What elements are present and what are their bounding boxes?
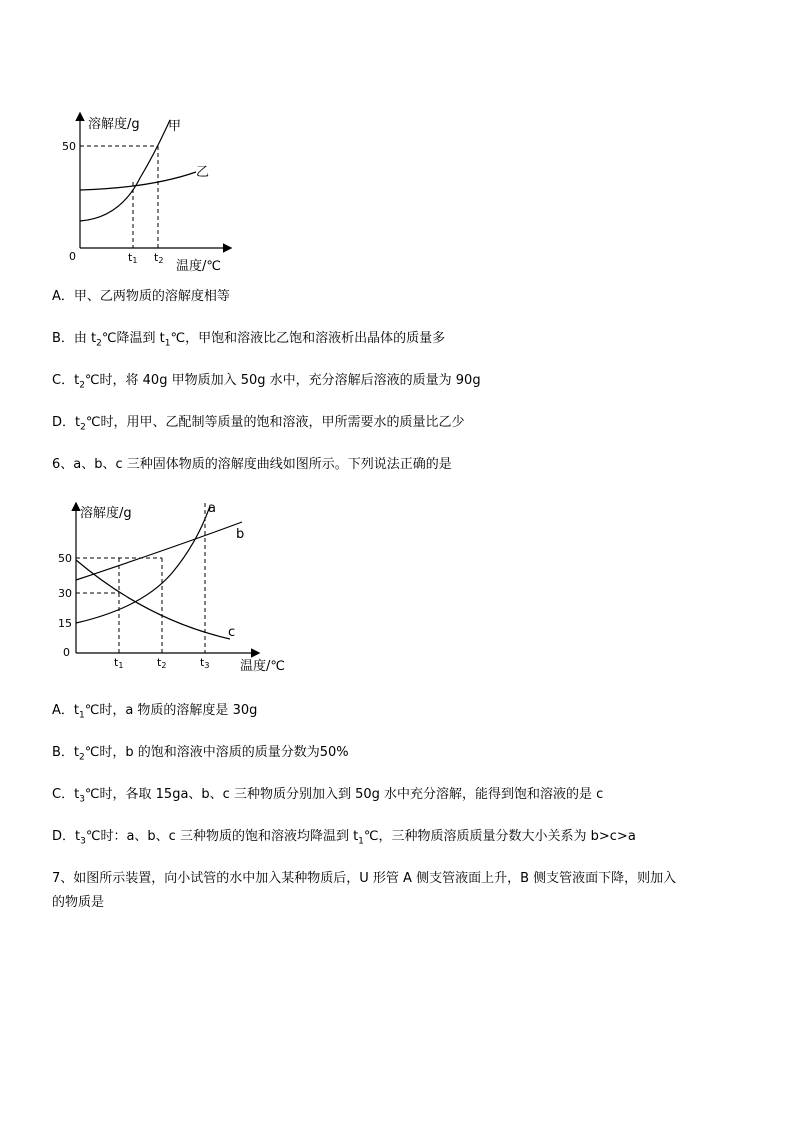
q6-option-b: B．$t_2℃$时，b 的饱和溶液中溶质的质量分数为50% (52, 745, 349, 763)
curve-jia-label: 甲 (168, 119, 182, 134)
curve-a-label: a (208, 501, 216, 516)
q7-stem-line1: 7、如图所示装置，向小试管的水中加入某种物质后，U 形管 A 侧支管液面上升，B 侧支管液面下降，则加入 (52, 871, 677, 886)
y-axis-label: 溶解度/g (88, 117, 140, 132)
t2-label: t2 (154, 251, 164, 265)
x-axis-label: 温度/℃ (240, 659, 285, 674)
t3-label: t3 (200, 656, 210, 670)
q6-option-d: D．$t_3℃$时：a、b、c 三种物质的饱和溶液均降温到 $t_1℃$，三种物质溶质质量分数大小关系为 b>c>a (52, 829, 636, 847)
solubility-graph-2 (52, 498, 302, 678)
q5-option-d: D．$t_2℃$时，用甲、乙配制等质量的饱和溶液，甲所需要水的质量比乙少 (52, 415, 465, 433)
q5-option-b: B．由 $t_2℃$降温到 $t_1℃$，甲饱和溶液比乙饱和溶液析出晶体的质量多 (52, 331, 446, 349)
t2-label: t2 (157, 656, 167, 670)
y-axis-label: 溶解度/g (80, 506, 132, 521)
solubility-graph-1 (60, 108, 240, 278)
q5-option-a: A．甲、乙两物质的溶解度相等 (52, 289, 230, 304)
curve-jia (80, 120, 170, 221)
curve-b (76, 522, 245, 580)
curve-yi-label: 乙 (196, 165, 210, 180)
y-tick-50: 50 (58, 552, 72, 565)
origin-label: 0 (69, 250, 76, 263)
t1-label: t1 (114, 656, 124, 670)
q7-stem-line2: 的物质是 (52, 895, 105, 910)
t1-label: t1 (128, 251, 138, 265)
q5-option-c: C．$t_2℃$时，将 40g 甲物质加入 50g 水中，充分溶解后溶液的质量为 90g (52, 373, 481, 391)
q6-option-c: C．$t_3℃$时，各取 15ga、b、c 三种物质分别加入到 50g 水中充分溶解，能得到饱和溶液的是 c (52, 787, 604, 805)
curve-b-label: b (236, 527, 245, 542)
q6-stem: 6、a、b、c 三种固体物质的溶解度曲线如图所示。下列说法正确的是 (52, 457, 452, 472)
y-tick-30: 30 (58, 587, 72, 600)
y-tick-50: 50 (62, 140, 76, 153)
y-tick-0: 0 (63, 646, 70, 659)
y-tick-15: 15 (58, 617, 72, 630)
curve-c-label: c (228, 625, 236, 640)
x-axis-label: 温度/℃ (176, 259, 221, 274)
q6-option-a: A．$t_1℃$时，a 物质的溶解度是 30g (52, 703, 258, 721)
